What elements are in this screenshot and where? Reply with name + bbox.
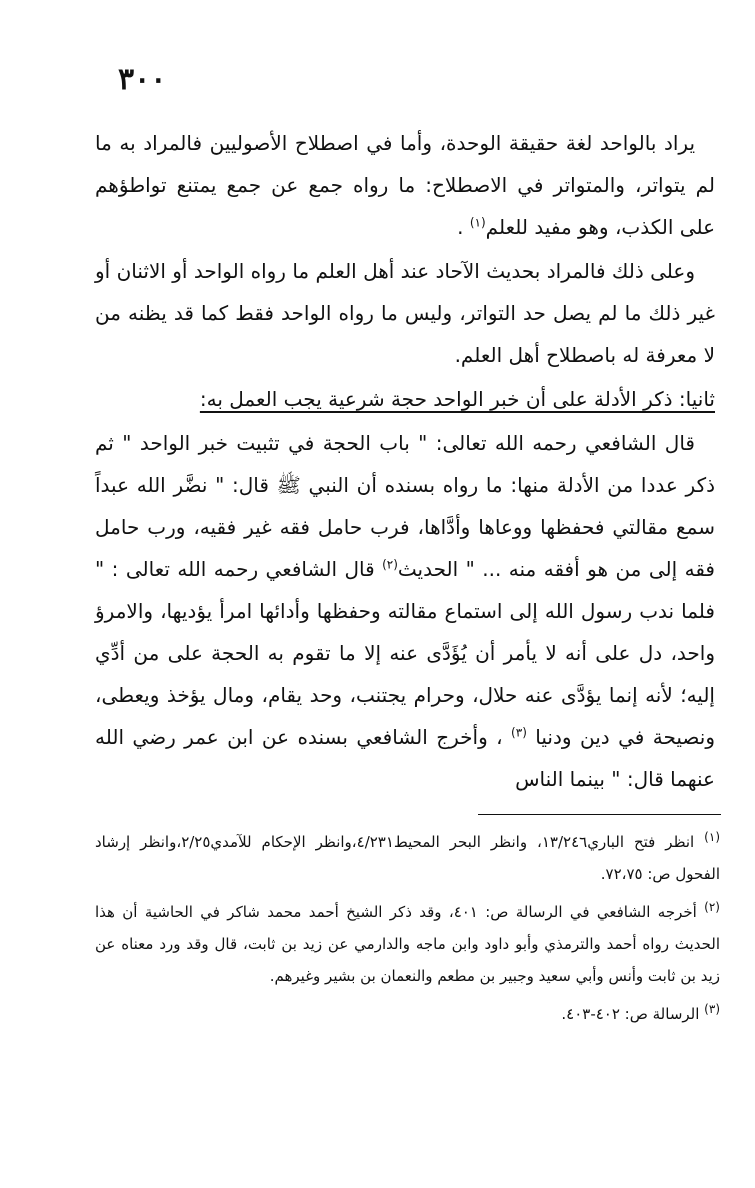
footnote-number: (٢): [704, 900, 720, 914]
paragraph-text: قال الشافعي رحمه الله تعالى : " فلما ندب رسول الله إلى استماع مقالته وحفظها وأدائها امرأ يؤديها، والامرؤ واحد، دل على أنه لا يأمر أن يُؤَدَّى عنه إلا ما تقوم به الحجة على من أدِّي إليه؛ لأنه إنما يؤدَّى عنه حلال، وحرام يجتنب، وحد يقام، ومال يؤخذ ويعطى، ونصيحة في دين ودنيا: [95, 557, 716, 749]
footnote-text: أخرجه الشافعي في الرسالة ص: ٤٠١، وقد ذكر الشيخ أحمد محمد شاكر في الحاشية أن هذا الحديث رواه أحمد والترمذي وأبو داود وابن ماجه والدارمي عن زيد بن ثابت، قال وقد ورد معناه عن زيد بن ثابت وأنس وأبي سعيد وجبير بن مطعم والنعمان بن بشير وغيرهم.: [95, 903, 720, 985]
footnote-ref-1: (١): [469, 215, 486, 230]
page-number: ٣٠٠: [118, 62, 167, 97]
paragraph-text: قال الشافعي رحمه الله تعالى: " باب الحجة في تثبيت خبر الواحد " ثم ذكر عددا من الأدلة منها: ما رواه بسنده أن النبي ﷺ قال: " نضَّر الله عبداً سمع مقالتي فحفظها ووعاها وأدَّاها، فرب حامل فقه غير فقيه، ورب حامل فقه إلى من هو أفقه منه ... " الحديث: [95, 431, 715, 581]
footnote-3: [95, 998, 720, 1030]
footnotes: [95, 826, 720, 1036]
paragraph-line: يراد بالواحد لغة حقيقة الوحدة، وأما في اصطلاح الأصوليين فالمراد: [143, 131, 696, 155]
paragraph-definition: [95, 122, 715, 248]
main-text: [95, 122, 715, 800]
footnote-number: (٣): [704, 1002, 720, 1016]
paragraph-line: تواطؤهم على الكذب، وهو مفيد للعلم: [95, 173, 715, 239]
footnote-divider: [478, 814, 721, 815]
footnote-2: [95, 896, 720, 992]
paragraph-end: .: [457, 215, 470, 239]
footnote-1: [95, 826, 720, 890]
footnote-ref-2: (٢): [382, 557, 398, 572]
paragraph-ahad: وعلى ذلك فالمراد بحديث الآحاد عند أهل العلم ما رواه الواحد أو الاثنان أو غير ذلك ما لم يصل حد التواتر، وليس ما رواه الواحد فقط كما قد يظنه من لا معرفة له باصطلاح أهل العلم.: [95, 259, 715, 367]
paragraph-line: به ما لم يتواتر، والمتواتر في الاصطلاح: ما رواه جمع عن جمع يمتنع: [95, 131, 716, 197]
footnote-ref-3: (٣): [511, 725, 527, 740]
footnote-text: انظر فتح الباري١٣/٢٤٦، وانظر البحر المحيط٤/٢٣١،وانظر الإحكام للآمدي٢/٢٥،وانظر إرشاد الفحول ص: ٧٢،٧٥.: [95, 833, 720, 883]
paragraph-text: ، وأخرج الشافعي بسنده عن ابن عمر رضي الله عنهما قال: " بينما الناس: [95, 725, 715, 791]
section-heading: ثانيا: ذكر الأدلة على أن خبر الواحد حجة شرعية يجب العمل به:: [199, 387, 715, 411]
paragraph-evidence: [95, 422, 715, 800]
footnote-text: الرسالة ص: ٤٠٢-٤٠٣.: [561, 1005, 705, 1023]
footnote-number: (١): [704, 830, 720, 844]
